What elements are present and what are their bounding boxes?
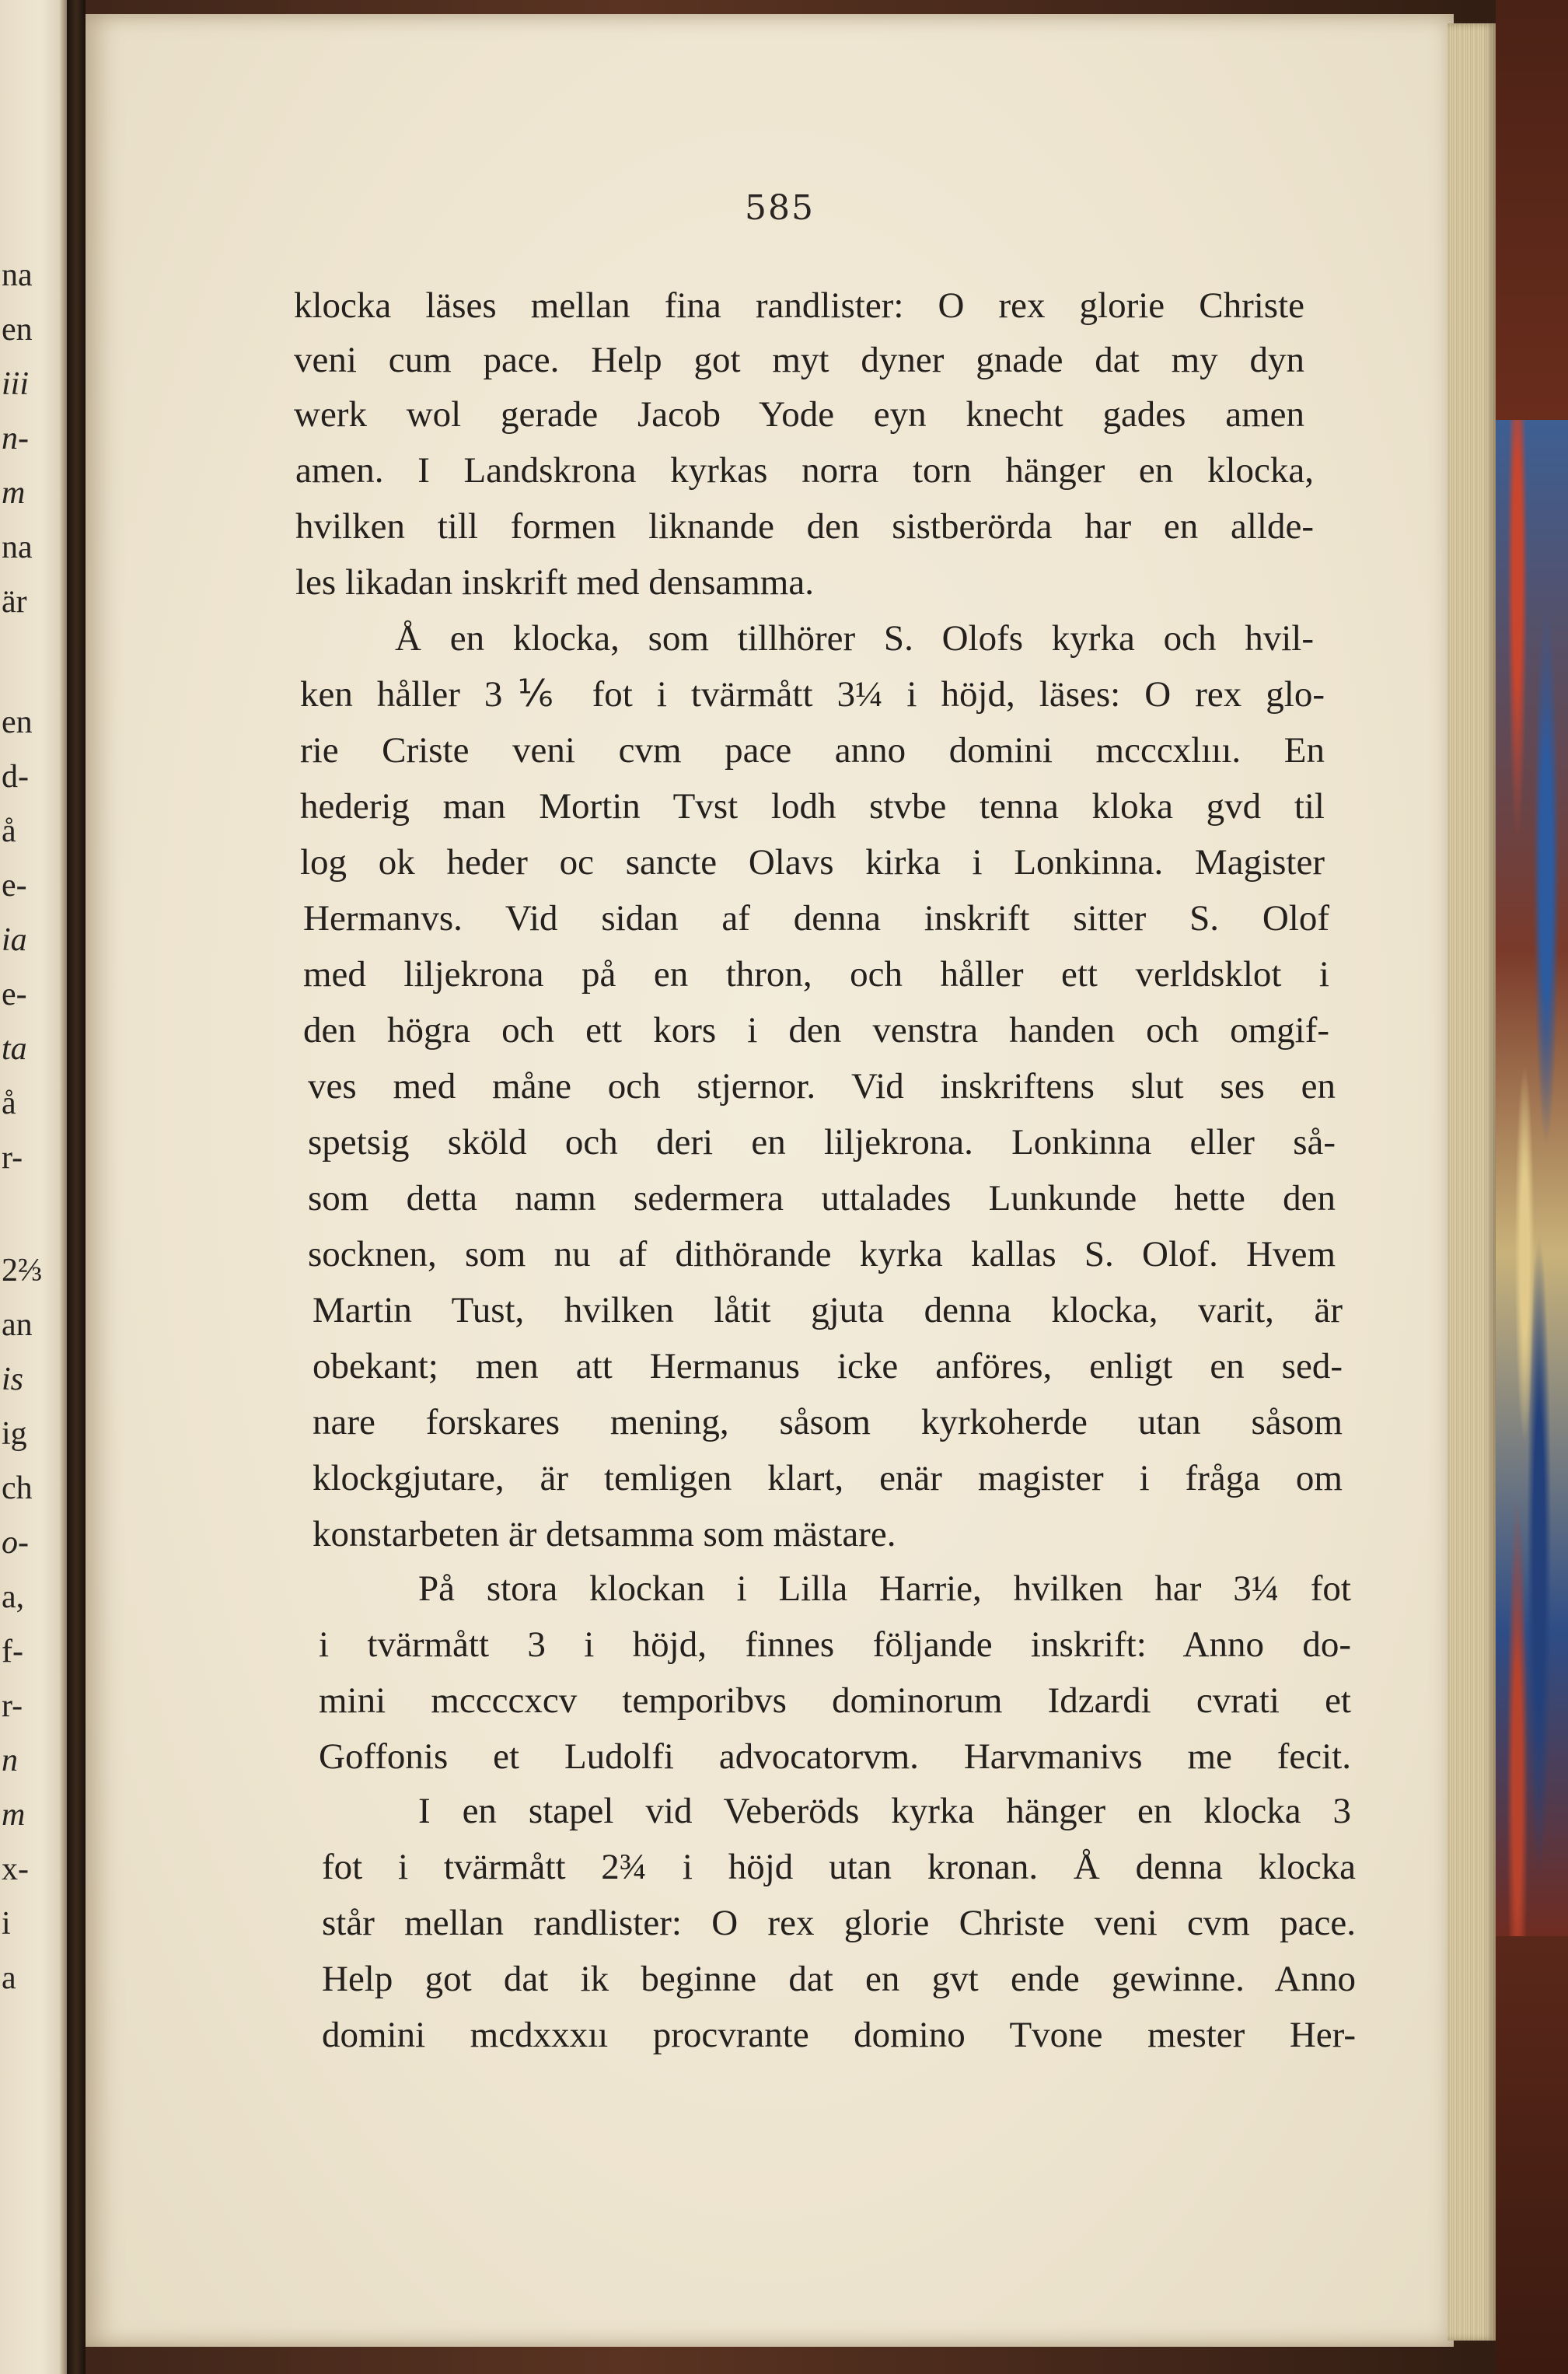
text-line: i tvärmått 3 i höjd, finnes följande inskrift: Anno do- <box>319 1624 1351 1665</box>
text-line: obekant; men att Hermanus icke anföres, enligt en sed- <box>313 1346 1343 1386</box>
text-line: Å en klocka, som tillhörer S. Olofs kyrka och hvil- <box>395 618 1314 659</box>
text-line: står mellan randlister: O rex glorie Christe veni cvm pace. <box>322 1903 1356 1943</box>
text-line: Hermanvs. Vid sidan af denna inskrift sitter S. Olof <box>303 898 1329 939</box>
text-line: den högra och ett kors i den venstra handen och omgif- <box>303 1010 1329 1051</box>
gutter-shadow <box>59 0 67 2374</box>
cover-leather-bottom <box>1496 1936 1568 2374</box>
text-line: hvilken till formen liknande den sistberörda har en allde- <box>295 506 1314 547</box>
book-page <box>86 14 1454 2347</box>
fragment: n- <box>2 421 29 456</box>
fragment: å <box>2 813 16 849</box>
text-line: klocka läses mellan fina randlister: O rex glorie Christe <box>294 285 1304 326</box>
cover-leather-top <box>1496 0 1568 420</box>
fragment: is <box>2 1362 24 1397</box>
fragment: d- <box>2 759 29 795</box>
text-line: ken håller 3⅙ fot i tvärmått 3¼ i höjd, läses: O rex glo- <box>300 674 1325 715</box>
text-line: konstarbeten är detsamma som mästare. <box>313 1514 896 1554</box>
text-line: med liljekrona på en thron, och håller ett verldsklot i <box>303 954 1329 995</box>
text-line: Goffonis et Ludolfi advocatorvm. Harvmanivs me fecit. <box>319 1736 1351 1777</box>
fragment: iii <box>2 366 30 402</box>
fragment: e- <box>2 868 27 904</box>
fragment: ig <box>2 1416 27 1452</box>
fragment: ch <box>2 1470 33 1506</box>
fragment: en <box>2 312 33 348</box>
text-line: I en stapel vid Veberöds kyrka hänger en klocka 3 <box>418 1791 1351 1831</box>
text-line: amen. I Landskrona kyrkas norra torn hänger en klocka, <box>295 450 1314 491</box>
text-line: nare forskares mening, såsom kyrkoherde utan såsom <box>313 1402 1343 1442</box>
fragment: ta <box>2 1031 27 1067</box>
text-line: mini mccccxcv temporibvs dominorum Idzardi cvrati et <box>319 1680 1351 1721</box>
text-line: socknen, som nu af dithörande kyrka kallas S. Olof. Hvem <box>308 1234 1336 1274</box>
fragment: o- <box>2 1525 29 1561</box>
text-line: les likadan inskrift med densamma. <box>295 562 814 603</box>
fragment: m <box>2 475 26 511</box>
fragment: na <box>2 530 33 565</box>
book-spine <box>67 0 86 2374</box>
fragment: m <box>2 1797 26 1833</box>
fragment: r- <box>2 1688 23 1724</box>
text-line: log ok heder oc sancte Olavs kirka i Lonkinna. Magister <box>300 842 1325 883</box>
fragment: å <box>2 1086 16 1121</box>
page-number: 585 <box>745 188 815 228</box>
text-line: hederig man Mortin Tvst lodh stvbe tenna kloka gvd til <box>300 786 1325 827</box>
text-line: domini mcdxxxıı procvrante domino Tvone mester Her- <box>322 2015 1356 2055</box>
text-line: fot i tvärmått 2¾ i höjd utan kronan. Å denna klocka <box>322 1847 1356 1887</box>
previous-page-edge <box>0 0 67 2374</box>
text-line: spetsig sköld och deri en liljekrona. Lonkinna eller så- <box>308 1122 1336 1163</box>
text-line: som detta namn sedermera uttalades Lunkunde hette den <box>308 1178 1336 1218</box>
fragment: a <box>2 1960 16 1996</box>
fragment: ia <box>2 922 27 958</box>
text-line: klockgjutare, är temligen klart, enär magister i fråga om <box>313 1458 1343 1498</box>
fragment: n <box>2 1743 18 1778</box>
fragment: i <box>2 1906 11 1942</box>
fragment: an <box>2 1307 33 1343</box>
text-line: ves med måne och stjernor. Vid inskriftens slut ses en <box>308 1066 1336 1107</box>
text-line: På stora klockan i Lilla Harrie, hvilken har 3¼ fot <box>418 1568 1351 1609</box>
fragment: e- <box>2 977 27 1012</box>
marbled-cover <box>1496 420 1568 1936</box>
text-line: rie Criste veni cvm pace anno domini mcccxlııı. En <box>300 730 1325 771</box>
fragment: na <box>2 257 33 293</box>
fragment: f- <box>2 1634 23 1669</box>
fragment: x- <box>2 1851 29 1887</box>
fragment: en <box>2 705 33 740</box>
page-edge-stack <box>1448 23 1496 2341</box>
fragment: a, <box>2 1579 25 1615</box>
fragment: 2⅔ <box>2 1253 43 1288</box>
fragment: är <box>2 584 27 620</box>
text-line: veni cum pace. Help got myt dyner gnade dat my dyn <box>294 340 1304 380</box>
text-line: werk wol gerade Jacob Yode eyn knecht gades amen <box>294 394 1304 435</box>
fragment: r- <box>2 1140 23 1176</box>
text-line: Martin Tust, hvilken låtit gjuta denna klocka, varit, är <box>313 1290 1343 1330</box>
text-line: Help got dat ik beginne dat en gvt ende gewinne. Anno <box>322 1959 1356 1999</box>
